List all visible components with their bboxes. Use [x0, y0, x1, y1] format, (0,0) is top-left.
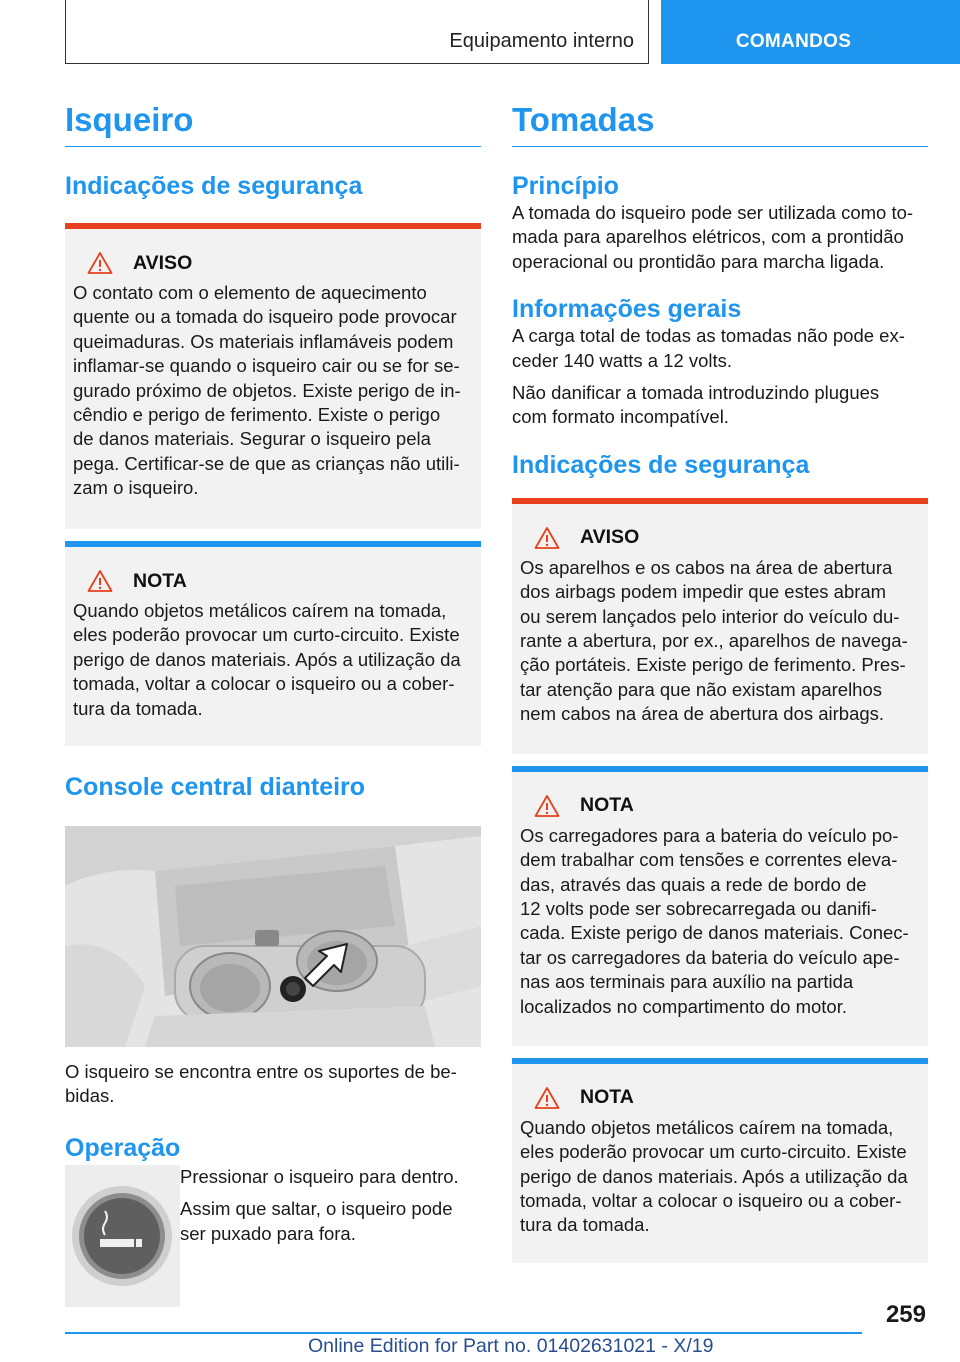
header-chapter-title: COMANDOS	[735, 31, 852, 52]
principle-text: A tomada do isqueiro pode ser utilizada como to- mada para aparelhos elétricos, com a prontidão operacional ou prontidão para marcha ligada.	[512, 202, 914, 272]
footer-edition: Online Edition for Part no. 01402631021 - X/19	[308, 1335, 714, 1357]
console-caption: O isqueiro se encontra entre os suportes de be- bidas.	[65, 1061, 457, 1107]
right-column	[512, 100, 928, 1263]
heading-safety-right: Indicações de segurança	[512, 450, 810, 479]
general-info-text-2: Não danificar a tomada introduzindo plugues com formato incompatível.	[512, 382, 880, 428]
warning-box-title	[87, 249, 473, 277]
heading-general-info: Informações gerais	[512, 295, 742, 324]
operation-text	[180, 1165, 459, 1307]
operation-step-1: Pressionar o isqueiro para dentro.	[180, 1165, 459, 1187]
page-title-tomadas: Tomadas	[512, 100, 928, 147]
notice-box-title	[534, 792, 920, 820]
notice-label: NOTA	[133, 569, 187, 592]
center-console-illustration	[65, 826, 481, 1047]
operation-step-2: Assim que saltar, o isqueiro pode ser puxado para fora.	[180, 1198, 453, 1244]
warning-text: O contato com o elemento de aquecimento quente ou a tomada do isqueiro pode provocar queimaduras. Os materiais inflamáveis podem inflamar-se quando o isqueiro cair ou se for se- gurado próximo de objetos. Existe perigo de in- cêndio e perigo de ferimento. Existe o perigo de danos materiais. Segurar o isqueiro pela pega. Certificar-se de que as crianças não utili- zam o isqueiro.	[73, 282, 461, 499]
left-column	[65, 100, 481, 1307]
heading-principle: Princípio	[512, 172, 619, 200]
warning-label: AVISO	[133, 251, 193, 274]
header-chapter-tab	[661, 0, 960, 64]
notice-label: NOTA	[580, 794, 634, 817]
notice-text: Quando objetos metálicos caírem na tomada, eles poderão provocar um curto-circuito. Existe perigo de danos materiais. Após a utilização da tomada, voltar a colocar o isqueiro ou a cober- tura da tomada.	[73, 600, 461, 719]
notice-box-nota-right-2	[512, 1058, 928, 1263]
notice-text: Os carregadores para a bateria do veículo po- dem trabalhar com tensões e correntes eleva- das, através das quais a rede de bordo de 12 volts pode ser sobrecarregada ou danifi- cada. Existe perigo de danos materiais. Conec- tar os carregadores da bateria do veículo ape- nas aos terminais para auxílio na partida localizados no compartimento do motor.	[520, 824, 909, 1017]
warning-label: AVISO	[580, 526, 640, 549]
notice-text: Quando objetos metálicos caírem na tomada, eles poderão provocar um curto-circuito. Existe perigo de danos materiais. Após a utilização da tomada, voltar a colocar o isqueiro ou a cober- tura da tomada.	[520, 1116, 908, 1236]
operation-row	[65, 1165, 481, 1307]
page-title-isqueiro: Isqueiro	[65, 100, 481, 147]
page-number: 259	[885, 1301, 926, 1328]
header-section-title: Equipamento interno	[449, 30, 634, 52]
warning-triangle-icon	[534, 1086, 560, 1110]
notice-label: NOTA	[580, 1086, 634, 1109]
warning-text: Os aparelhos e os cabos na área de abertura dos airbags podem impedir que estes abram ou serem lançados pelo interior do veículo du- rante a abertura, por ex., aparelhos de navega- ção portáteis. Existe perigo de ferimento. Pres- tar atenção para que não existam aparelhos nem cabos na área de abertura dos airbags.	[520, 556, 908, 725]
warning-box-title	[534, 524, 920, 552]
notice-box-nota-left	[65, 541, 481, 746]
general-info-text-1: A carga total de todas as tomadas não pode ex- ceder 140 watts a 12 volts.	[512, 325, 905, 371]
cigarette-lighter-icon	[65, 1165, 180, 1307]
heading-safety-left: Indicações de segurança	[65, 172, 363, 200]
console-photo	[65, 826, 481, 1047]
notice-box-title	[87, 567, 473, 595]
warning-triangle-icon	[534, 794, 560, 818]
warning-box-aviso-right	[512, 498, 928, 754]
lighter-button-image	[65, 1165, 180, 1307]
warning-triangle-icon	[534, 526, 560, 550]
warning-triangle-icon	[87, 569, 113, 593]
footer-rule	[65, 1332, 862, 1334]
notice-box-nota-right-1	[512, 766, 928, 1046]
heading-console: Console central dianteiro	[65, 773, 366, 801]
warning-triangle-icon	[87, 251, 113, 275]
warning-box-aviso-left	[65, 223, 481, 529]
notice-box-title	[534, 1084, 920, 1112]
header-section-box	[65, 0, 649, 64]
heading-operation: Operação	[65, 1133, 181, 1162]
